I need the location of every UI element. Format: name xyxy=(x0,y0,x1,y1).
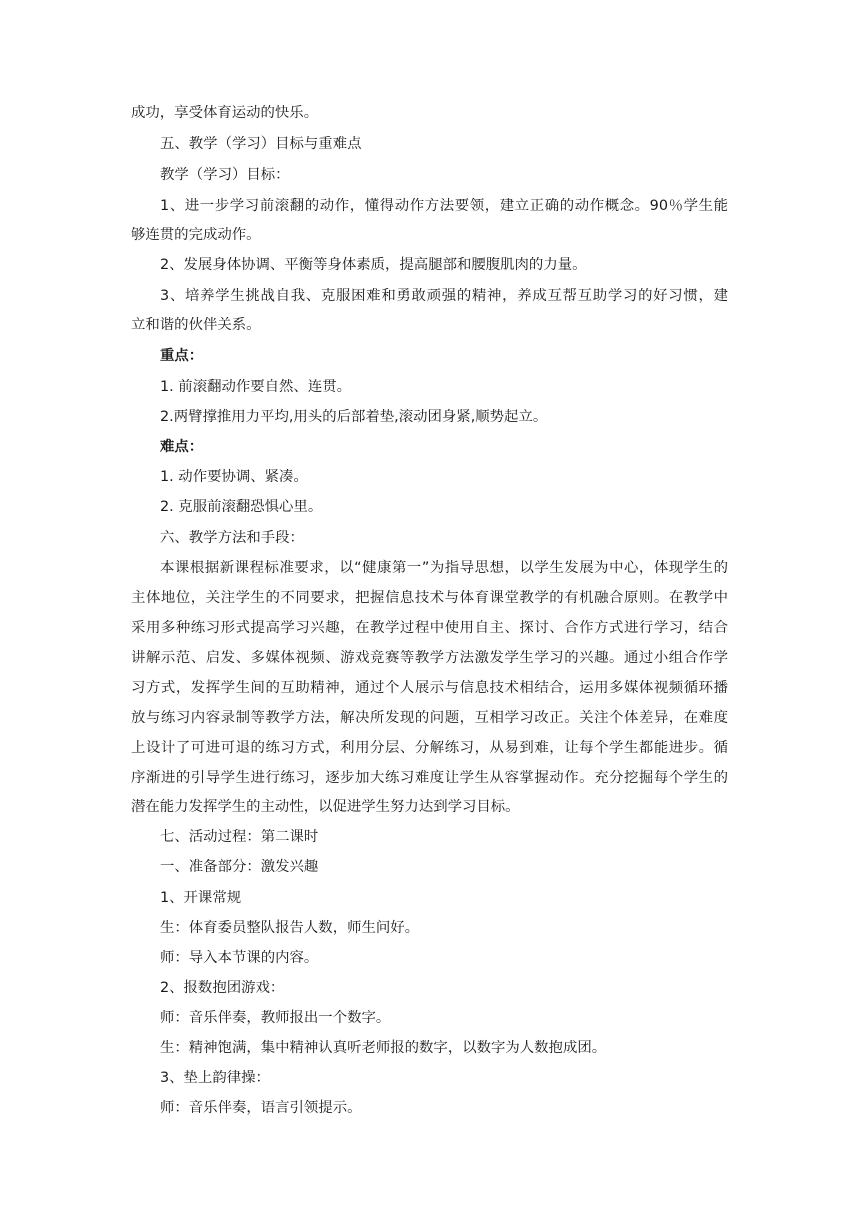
paragraph-line: 上设计了可进可退的练习方式，利用分层、分解练习，从易到难，让每个学生都能进步。循 xyxy=(131,740,728,756)
list-item: 1. 前滚翻动作要自然、连贯。 xyxy=(160,379,351,395)
paragraph-line: 主体地位，关注学生的不同要求，把握信息技术与体育课堂教学的有机融合原则。在教学中 xyxy=(131,590,728,606)
paragraph-line: 师：音乐伴奏，教师报出一个数字。 xyxy=(160,1010,391,1026)
paragraph-line: 生：体育委员整队报告人数，师生问好。 xyxy=(160,920,420,936)
paragraph-line: 成功，享受体育运动的快乐。 xyxy=(131,105,319,121)
paragraph-line: 本课根据新课程标准要求，以“健康第一”为指导思想，以学生发展为中心，体现学生的 xyxy=(160,560,728,576)
paragraph-line: 讲解示范、启发、多媒体视频、游戏竞赛等教学方法激发学生学习的兴趣。通过小组合作学 xyxy=(131,650,728,666)
paragraph-line: 放与练习内容录制等教学方法，解决所发现的问题，互相学习改正。关注个体差异，在难度 xyxy=(131,710,728,726)
difficulties-heading: 难点： xyxy=(160,439,204,455)
subheading: 一、准备部分：激发兴趣 xyxy=(160,859,319,875)
paragraph-line: 1、进一步学习前滚翻的动作，懂得动作方法要领，建立正确的动作概念。90％学生能 xyxy=(160,198,728,214)
paragraph-line: 采用多种练习形式提高学习兴趣，在教学过程中使用自主、探讨、合作方式进行学习，结合 xyxy=(131,620,728,636)
paragraph-line: 生：精神饱满，集中精神认真听老师报的数字，以数字为人数抱成团。 xyxy=(160,1040,607,1056)
list-item: 3、垫上韵律操： xyxy=(160,1070,270,1086)
section-heading: 七、活动过程：第二课时 xyxy=(160,829,319,845)
paragraph-line: 师：音乐伴奏，语言引领提示。 xyxy=(160,1100,362,1116)
paragraph-line: 3、培养学生挑战自我、克服困难和勇敢顽强的精神，养成互帮互助学习的好习惯，建 xyxy=(160,288,728,304)
paragraph-line: 师：导入本节课的内容。 xyxy=(160,950,319,966)
paragraph-line: 习方式，发挥学生间的互助精神，通过个人展示与信息技术相结合，运用多媒体视频循环播 xyxy=(131,680,728,696)
subheading: 教学（学习）目标： xyxy=(160,167,290,183)
list-item: 1. 动作要协调、紧凑。 xyxy=(160,469,308,485)
paragraph-line: 立和谐的伙伴关系。 xyxy=(131,317,261,333)
list-item: 2.两臂撑推用力平均,用头的后部着垫,滚动团身紧,顺势起立。 xyxy=(160,409,548,425)
list-item: 2、报数抱团游戏： xyxy=(160,980,285,996)
paragraph-line: 2、发展身体协调、平衡等身体素质，提高腿部和腰腹肌肉的力量。 xyxy=(160,257,587,273)
key-points-heading: 重点： xyxy=(160,348,204,364)
list-item: 2. 克服前滚翻恐惧心里。 xyxy=(160,499,323,515)
section-heading: 五、教学（学习）目标与重难点 xyxy=(160,136,362,152)
list-item: 1、开课常规 xyxy=(160,890,242,906)
paragraph-line: 够连贯的完成动作。 xyxy=(131,227,261,243)
paragraph-line: 序渐进的引导学生进行练习，逐步加大练习难度让学生从容掌握动作。充分挖掘每个学生的 xyxy=(131,770,728,786)
paragraph-line: 潜在能力发挥学生的主动性，以促进学生努力达到学习目标。 xyxy=(131,799,520,815)
section-heading: 六、教学方法和手段： xyxy=(160,530,304,546)
